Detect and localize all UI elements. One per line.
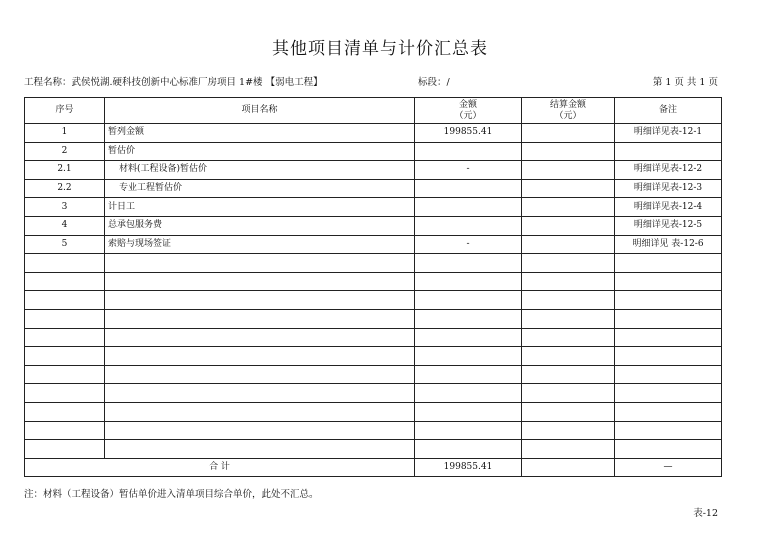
row-name: 材料(工程设备)暂估价 <box>105 161 415 180</box>
row-remark: 明细详见表-12-2 <box>615 161 722 180</box>
row-name: 暂估价 <box>105 142 415 161</box>
blank-cell <box>25 328 105 347</box>
blank-row <box>25 347 722 366</box>
blank-cell <box>522 272 615 291</box>
blank-cell <box>615 365 722 384</box>
row-seq: 5 <box>25 235 105 254</box>
document-title: 其他项目清单与计价汇总表 <box>272 39 488 59</box>
blank-cell <box>522 384 615 403</box>
header-seq: 序号 <box>25 98 105 124</box>
row-seq: 1 <box>25 124 105 143</box>
row-name: 计日工 <box>105 198 415 217</box>
blank-cell <box>415 440 522 459</box>
row-name: 专业工程暂估价 <box>105 179 415 198</box>
row-name: 总承包服务费 <box>105 216 415 235</box>
blank-row <box>25 384 722 403</box>
total-amount: 199855.41 <box>415 458 522 477</box>
blank-cell <box>615 421 722 440</box>
header-settle-unit: （元） <box>554 110 582 121</box>
row-seq: 3 <box>25 198 105 217</box>
total-settle <box>522 458 615 477</box>
blank-cell <box>615 440 722 459</box>
row-amount <box>415 216 522 235</box>
blank-row <box>25 291 722 310</box>
blank-cell <box>415 421 522 440</box>
footnote: 注：材料（工程设备）暂估单价进入清单项目综合单价，此处不汇总。 <box>24 489 319 500</box>
total-row <box>25 458 722 477</box>
row-settle <box>522 179 615 198</box>
project-name: 工程名称：武侯悦湖.硬科技创新中心标准厂房项目 1#楼 【弱电工程】 <box>24 77 323 88</box>
header-settle-label: 结算金额 <box>549 99 586 110</box>
blank-cell <box>522 328 615 347</box>
blank-cell <box>415 384 522 403</box>
row-remark: 明细详见 表-12-6 <box>615 235 722 254</box>
blank-cell <box>105 272 415 291</box>
header-name: 项目名称 <box>105 98 415 124</box>
blank-cell <box>415 272 522 291</box>
row-seq: 4 <box>25 216 105 235</box>
row-amount: - <box>415 161 522 180</box>
table-row <box>25 179 722 198</box>
row-amount <box>415 179 522 198</box>
row-name: 暂列金额 <box>105 124 415 143</box>
summary-table <box>24 97 722 477</box>
header-settle <box>522 98 615 124</box>
row-settle <box>522 124 615 143</box>
header-amount <box>415 98 522 124</box>
section-label: 标段：/ <box>418 77 450 88</box>
table-row <box>25 235 722 254</box>
blank-cell <box>522 365 615 384</box>
blank-cell <box>615 347 722 366</box>
blank-row <box>25 309 722 328</box>
blank-cell <box>615 291 722 310</box>
blank-cell <box>615 402 722 421</box>
total-remark: — <box>615 458 722 477</box>
blank-cell <box>522 347 615 366</box>
blank-cell <box>522 309 615 328</box>
blank-cell <box>522 291 615 310</box>
blank-cell <box>25 421 105 440</box>
blank-cell <box>105 309 415 328</box>
blank-cell <box>522 421 615 440</box>
blank-row <box>25 272 722 291</box>
blank-cell <box>105 421 415 440</box>
row-remark: 明细详见表-12-1 <box>615 124 722 143</box>
row-settle <box>522 161 615 180</box>
row-settle <box>522 216 615 235</box>
blank-cell <box>105 440 415 459</box>
row-settle <box>522 198 615 217</box>
table-row <box>25 161 722 180</box>
row-settle <box>522 235 615 254</box>
row-amount <box>415 198 522 217</box>
blank-cell <box>25 309 105 328</box>
blank-row <box>25 365 722 384</box>
blank-row <box>25 254 722 273</box>
blank-cell <box>415 309 522 328</box>
page-indicator: 第 1 页 共 1 页 <box>652 77 718 88</box>
blank-row <box>25 328 722 347</box>
row-amount: - <box>415 235 522 254</box>
blank-cell <box>25 347 105 366</box>
table-row <box>25 198 722 217</box>
blank-cell <box>105 254 415 273</box>
blank-row <box>25 440 722 459</box>
table-row <box>25 124 722 143</box>
blank-cell <box>25 402 105 421</box>
row-remark: 明细详见表-12-3 <box>615 179 722 198</box>
blank-cell <box>25 384 105 403</box>
blank-cell <box>615 272 722 291</box>
blank-cell <box>415 254 522 273</box>
total-label: 合 计 <box>25 458 415 477</box>
row-seq: 2 <box>25 142 105 161</box>
blank-cell <box>105 402 415 421</box>
blank-cell <box>105 347 415 366</box>
row-remark <box>615 142 722 161</box>
row-settle <box>522 142 615 161</box>
row-name: 索赔与现场签证 <box>105 235 415 254</box>
blank-cell <box>415 328 522 347</box>
blank-cell <box>25 440 105 459</box>
blank-cell <box>105 328 415 347</box>
table-row <box>25 216 722 235</box>
row-seq: 2.2 <box>25 179 105 198</box>
blank-cell <box>105 384 415 403</box>
header-amount-label: 金额 <box>458 99 477 110</box>
table-number: 表-12 <box>693 508 718 519</box>
blank-cell <box>415 347 522 366</box>
row-remark: 明细详见表-12-5 <box>615 216 722 235</box>
row-amount <box>415 142 522 161</box>
row-amount: 199855.41 <box>415 124 522 143</box>
row-seq: 2.1 <box>25 161 105 180</box>
blank-row <box>25 402 722 421</box>
blank-cell <box>105 291 415 310</box>
blank-cell <box>25 291 105 310</box>
blank-cell <box>105 365 415 384</box>
blank-cell <box>615 328 722 347</box>
blank-row <box>25 421 722 440</box>
row-remark: 明细详见表-12-4 <box>615 198 722 217</box>
header-amount-unit: （元） <box>454 110 482 121</box>
blank-cell <box>522 440 615 459</box>
blank-cell <box>25 272 105 291</box>
table-header-row <box>25 98 722 124</box>
blank-cell <box>615 384 722 403</box>
blank-cell <box>25 365 105 384</box>
blank-cell <box>522 402 615 421</box>
blank-cell <box>615 254 722 273</box>
blank-cell <box>25 254 105 273</box>
blank-cell <box>415 365 522 384</box>
blank-cell <box>522 254 615 273</box>
blank-cell <box>615 309 722 328</box>
header-remark: 备注 <box>615 98 722 124</box>
blank-cell <box>415 402 522 421</box>
table-row <box>25 142 722 161</box>
blank-cell <box>415 291 522 310</box>
